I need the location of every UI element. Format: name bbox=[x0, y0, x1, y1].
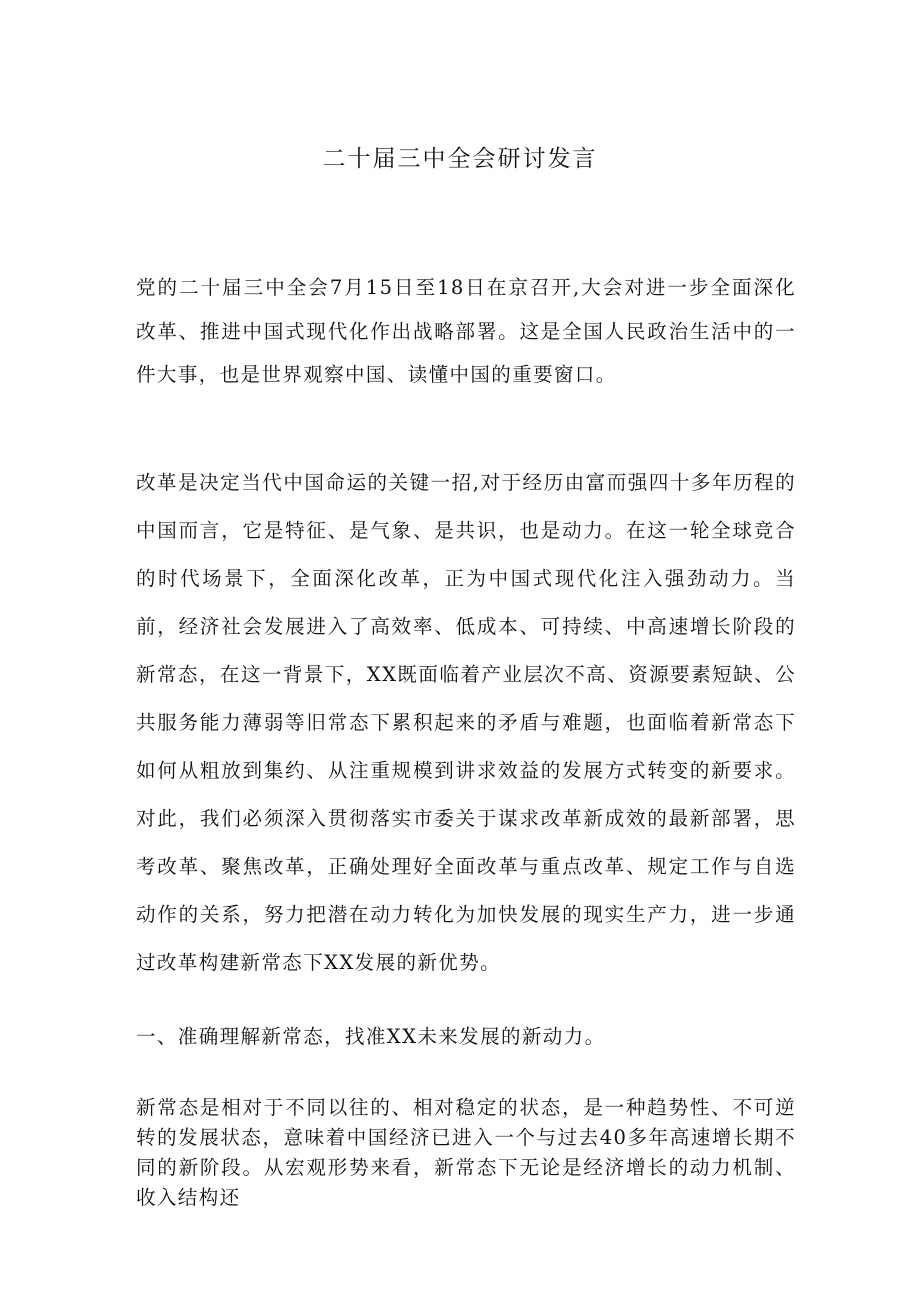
document-title: 二十届三中全会研讨发言 bbox=[322, 146, 598, 172]
paragraph-reform: 改革是决定当代中国命运的关键一招,对于经历由富而强四十多年历程的中国而言，它是特征、是气象、是共识，也是动力。在这一轮全球竞合的时代场景下，全面深化改革，正为中国式现代化注入强劲动力。当前，经济社会发展进入了高效率、低成本、可持续、中高速增长阶段的新常态，在这一背景下，XX既面临着产业层次不高、资源要素短缺、公共服务能力薄弱等旧常态下累积起来的矛盾与难题，也面临着新常态下如何从粗放到集约、从注重规模到讲求效益的发展方式转变的新要求。对此，我们必须深入贯彻落实市委关于谋求改革新成效的最新部署，思考改革、聚焦改革，正确处理好全面改革与重点改革、规定工作与自选动作的关系，努力把潜在动力转化为加快发展的现实生产力，进一步通过改革构建新常态下XX发展的新优势。 bbox=[136, 471, 796, 974]
paragraph-new-normal: 新常态是相对于不同以往的、相对稳定的状态，是一种趋势性、不可逆转的发展状态，意味着中国经济已进入一个与过去40多年高速增长期不同的新阶段。从宏观形势来看，新常态下无论是经济增长的动力机制、收入结构还 bbox=[136, 1096, 796, 1209]
section-heading-1: 一、准确理解新常态，找准XX未来发展的新动力。 bbox=[136, 1025, 606, 1048]
paragraph-intro: 党的二十届三中全会7月15日至18日在京召开,大会对进一步全面深化改革、推进中国式现代化作出战略部署。这是全国人民政治生活中的一件大事，也是世界观察中国、读懂中国的重要窗口。 bbox=[136, 276, 796, 386]
